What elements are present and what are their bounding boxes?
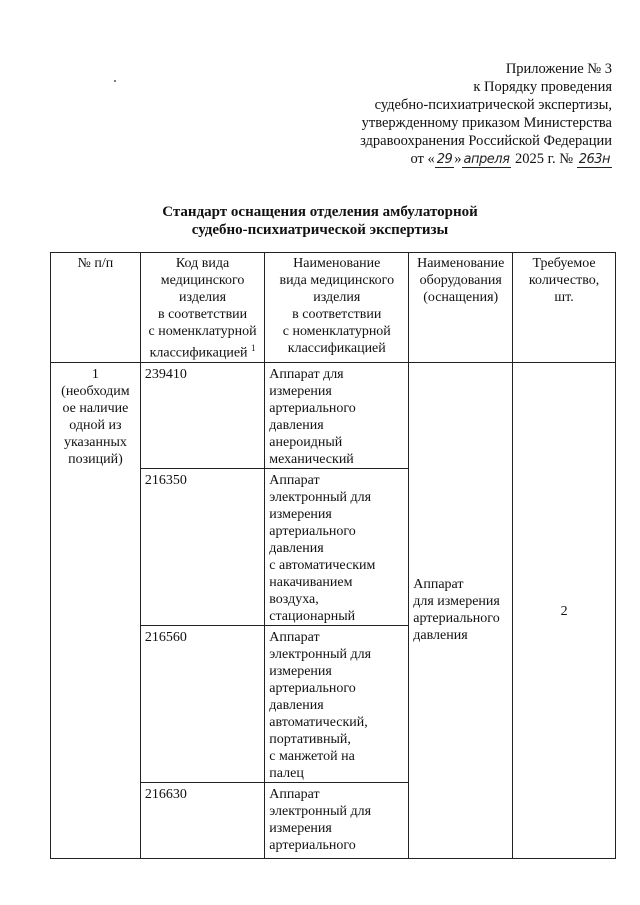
scan-speck: [114, 80, 116, 82]
table-header-row: [51, 253, 616, 363]
item-name: Аппарат для измерения артериального давления анероидный механический: [265, 362, 409, 468]
appendix-approved-by: утвержденному приказом Министерства: [361, 115, 612, 131]
title-line-1: Стандарт оснащения отделения амбулаторной: [162, 204, 478, 220]
date-mid: »: [454, 151, 462, 167]
required-quantity: 2: [513, 362, 616, 858]
appendix-number: Приложение № 3: [505, 61, 612, 77]
header-code-text: Код вида медицинского изделия в соответствии с номенклатурной классификацией: [148, 256, 257, 361]
item-name: Аппарат электронный для измерения артериального: [265, 782, 409, 858]
date-day-handwritten: 29: [436, 152, 453, 167]
appendix-header: [312, 60, 612, 169]
header-num: № п/п: [51, 253, 141, 363]
appendix-exam-type: судебно-психиатрической экспертизы,: [374, 97, 612, 113]
appendix-order-ref: к Порядку проведения: [473, 79, 612, 95]
table-row: [51, 362, 616, 468]
equipment-name: Аппарат для измерения артериального давления: [409, 362, 513, 858]
item-code: 216350: [140, 468, 264, 625]
appendix-date-line: [312, 150, 612, 169]
item-code: 239410: [140, 362, 264, 468]
item-name: Аппарат электронный для измерения артериального давления автоматический, портативный, с манжетой на палец: [265, 625, 409, 782]
item-code: 216630: [140, 782, 264, 858]
item-code: 216560: [140, 625, 264, 782]
header-code: [140, 253, 264, 363]
appendix-ministry: здравоохранения Российской Федерации: [360, 133, 612, 149]
date-year: 2025 г. №: [515, 151, 574, 167]
date-month-handwritten: апреля: [463, 152, 510, 167]
row-number: 1 (необходим ое наличие одной из указанных позиций): [51, 362, 141, 858]
footnote-marker: 1: [251, 343, 256, 353]
date-prefix: от «: [410, 151, 435, 167]
header-name: Наименование вида медицинского изделия в соответствии с номенклатурной классификацией: [265, 253, 409, 363]
title-line-2: судебно-психиатрической экспертизы: [191, 222, 449, 238]
order-number-handwritten: 263н: [578, 152, 610, 167]
header-equipment: Наименование оборудования (оснащения): [409, 253, 513, 363]
equipment-standard-table: [50, 252, 616, 859]
header-qty: Требуемое количество, шт.: [513, 253, 616, 363]
document-title: [0, 203, 640, 239]
item-name: Аппарат электронный для измерения артериального давления с автоматическим накачиванием воздуха, стационарный: [265, 468, 409, 625]
